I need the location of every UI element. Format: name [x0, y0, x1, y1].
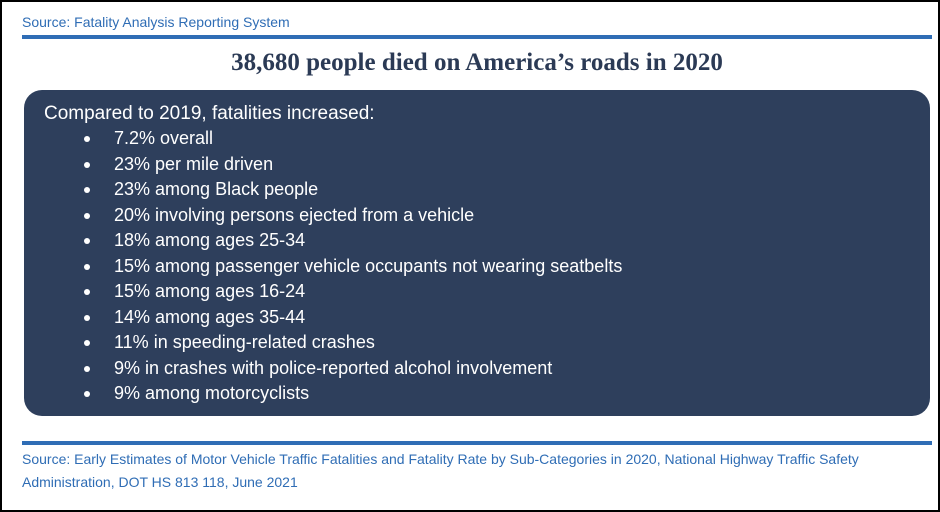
stat-item-label: 20% involving persons ejected from a vehicle	[114, 204, 475, 225]
bottom-divider	[22, 441, 932, 445]
stat-item-label: 23% among Black people	[114, 179, 319, 199]
stat-item	[44, 254, 910, 280]
panel-intro: Compared to 2019, fatalities increased:	[44, 103, 375, 124]
bullet-icon	[84, 366, 90, 372]
headline: 38,680 people died on America’s roads in 2020	[231, 49, 723, 76]
bullet-icon	[84, 289, 90, 295]
stat-item	[44, 203, 910, 229]
stat-item-label: 14% among ages 35-44	[114, 306, 306, 327]
bullet-icon	[84, 340, 90, 346]
stat-item	[44, 381, 910, 407]
stat-item	[44, 126, 910, 152]
stat-item-label: 18% among ages 25-34	[114, 230, 306, 250]
stat-item	[44, 330, 910, 356]
stat-item-label: 9% in crashes with police-reported alcohol involvement	[114, 357, 553, 378]
stats-panel	[24, 90, 930, 416]
bullet-icon	[84, 162, 90, 168]
bullet-icon	[84, 391, 90, 397]
stat-item-label: 15% among passenger vehicle occupants not wearing seatbelts	[114, 255, 623, 276]
bullet-icon	[84, 187, 90, 193]
stat-item	[44, 152, 910, 178]
bullet-icon	[84, 264, 90, 270]
source-top-text: Source: Fatality Analysis Reporting System	[22, 14, 290, 30]
stat-item	[44, 177, 910, 203]
stat-item-label: 9% among motorcyclists	[114, 383, 310, 403]
source-bottom-text: Source: Early Estimates of Motor Vehicle Traffic Fatalities and Fatality Rate by Sub-Categories in 2020, National Highway Traffic Safety Administration, DOT HS 813 118, June 2021	[22, 451, 859, 490]
stat-item	[44, 228, 910, 254]
stat-item-label: 7.2% overall	[114, 128, 214, 148]
stat-item-label: 11% in speeding-related crashes	[114, 332, 375, 352]
stat-item	[44, 279, 910, 305]
stat-list	[44, 126, 910, 407]
stat-item-label: 23% per mile driven	[114, 153, 274, 174]
stat-item	[44, 356, 910, 382]
bullet-icon	[84, 213, 90, 219]
bullet-icon	[84, 238, 90, 244]
stat-item	[44, 305, 910, 331]
stat-item-label: 15% among ages 16-24	[114, 281, 306, 301]
bullet-icon	[84, 136, 90, 142]
bullet-icon	[84, 315, 90, 321]
top-divider	[22, 35, 932, 39]
